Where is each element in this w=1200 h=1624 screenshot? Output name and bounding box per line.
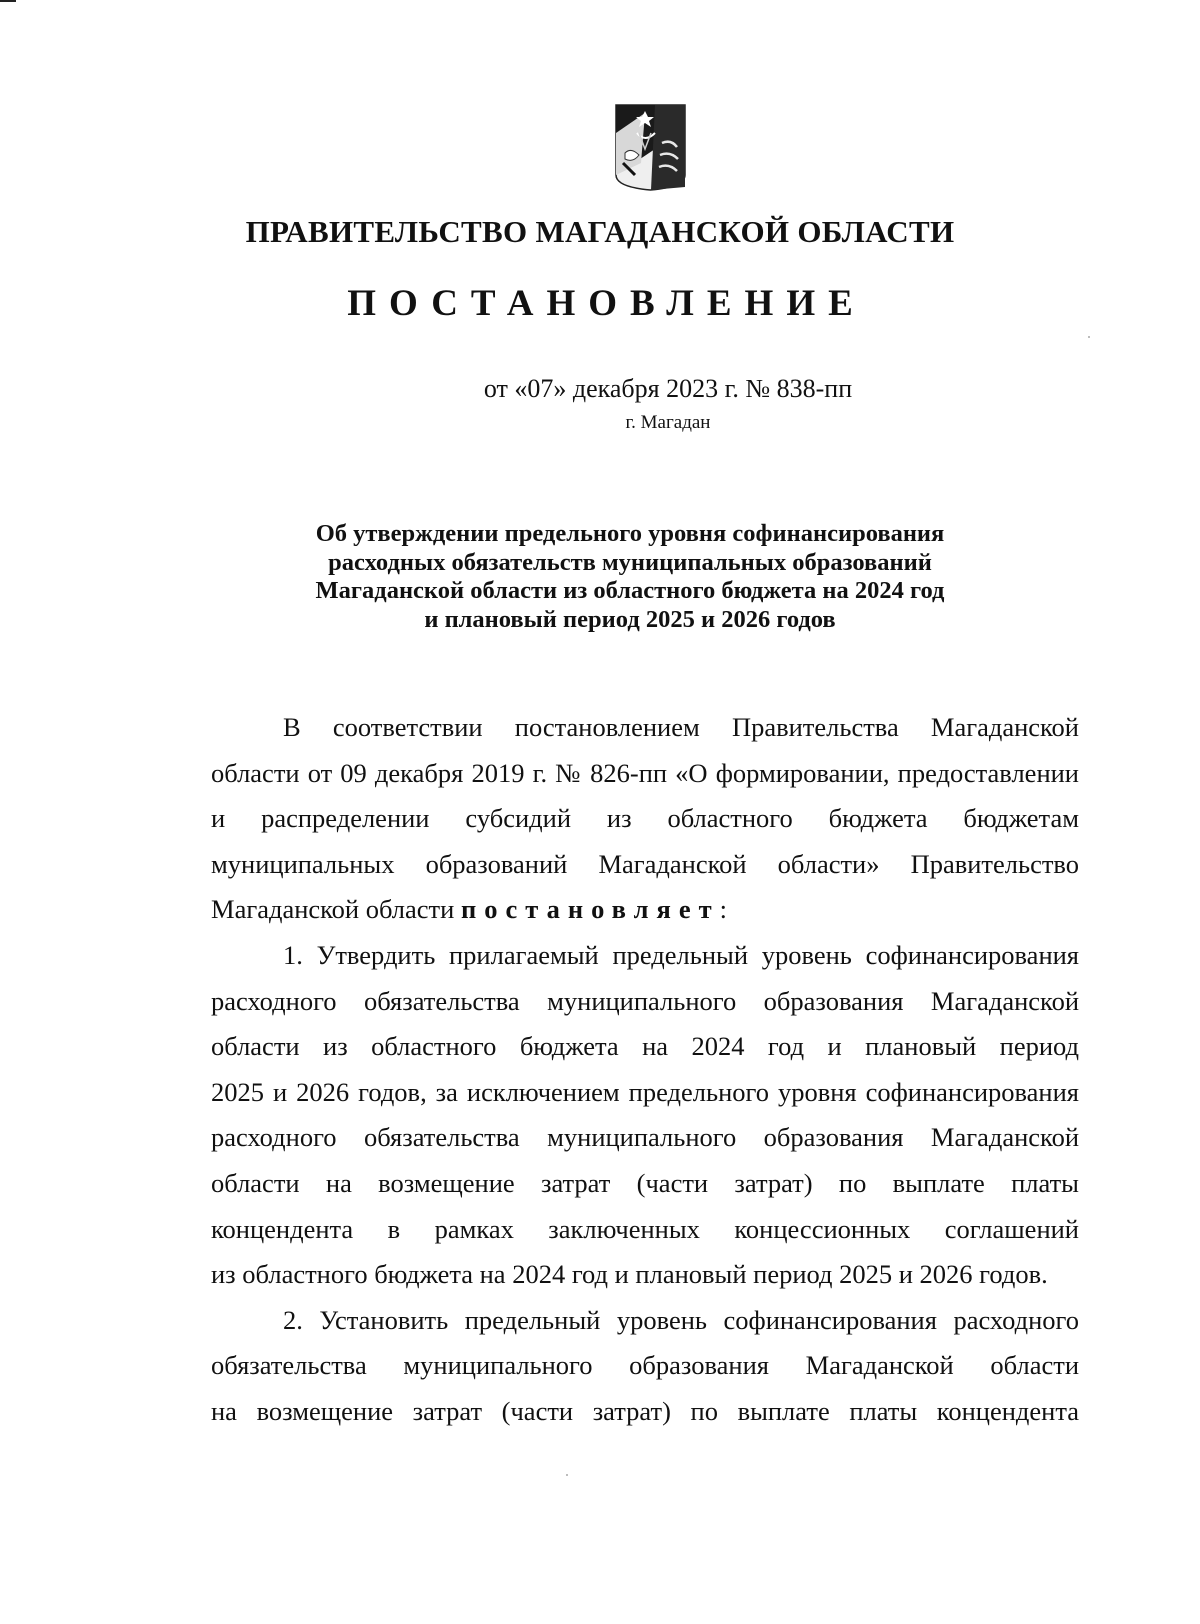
preamble-line — [211, 894, 1079, 940]
title-line: Об утверждении предельного уровня софинансирования — [315, 520, 945, 547]
preamble-line: области от 09 декабря 2019 г. № 826-пп «О формировании, предоставлении — [211, 757, 1079, 788]
scan-artifact — [0, 0, 16, 2]
document-place: г. Магадан — [625, 412, 711, 433]
document-body — [211, 712, 1079, 1442]
document-date-number: от «07» декабря 2023 г. № 838-пп — [483, 374, 853, 403]
paragraph-2-line: 2. Установить предельный уровень софинансирования расходного — [283, 1304, 1079, 1335]
preamble-line: и распределении субсидий из областного бюджета бюджетам — [211, 803, 1079, 834]
scan-speck — [1088, 336, 1090, 338]
paragraph-1-line: расходного обязательства муниципального образования Магаданской — [211, 985, 1079, 1016]
paragraph-2-line: на возмещение затрат (части затрат) по выплате платы концендента — [211, 1395, 1079, 1426]
coat-of-arms-icon — [615, 103, 686, 191]
title-line: и плановый период 2025 и 2026 годов — [424, 605, 836, 633]
paragraph-1-line: из областного бюджета на 2024 год и плановый период 2025 и 2026 годов. — [211, 1259, 1048, 1290]
preamble-line: В соответствии постановлением Правительства Магаданской — [283, 712, 1079, 742]
title-line: расходных обязательств муниципальных образований — [328, 548, 932, 576]
preamble-line-end: : — [719, 894, 728, 925]
preamble-line-start: Магаданской области — [211, 894, 461, 925]
preamble-line: муниципальных образований Магаданской области» Правительство — [211, 848, 1079, 879]
paragraph-1-line: области на возмещение затрат (части затрат) по выплате платы — [211, 1167, 1079, 1198]
government-name: ПРАВИТЕЛЬСТВО МАГАДАНСКОЙ ОБЛАСТИ — [245, 214, 955, 249]
paragraph-1-line: концендента в рамках заключенных концессионных соглашений — [211, 1213, 1079, 1244]
document-title — [250, 520, 1010, 634]
title-line: Магаданской области из областного бюджета на 2024 год — [315, 577, 945, 604]
paragraph-1-line: 1. Утвердить прилагаемый предельный уровень софинансирования — [283, 939, 1079, 970]
resolves-word: постановляет — [460, 894, 720, 925]
scan-speck — [566, 1474, 568, 1476]
document-type: ПОСТАНОВЛЕНИЕ — [347, 283, 866, 324]
paragraph-1-line: расходного обязательства муниципального образования Магаданской — [211, 1122, 1079, 1153]
paragraph-1-line: области из областного бюджета на 2024 год и плановый период — [211, 1031, 1079, 1062]
paragraph-2-line: обязательства муниципального образования Магаданской области — [211, 1350, 1079, 1381]
paragraph-1-line: 2025 и 2026 годов, за исключением предельного уровня софинансирования — [211, 1076, 1079, 1107]
